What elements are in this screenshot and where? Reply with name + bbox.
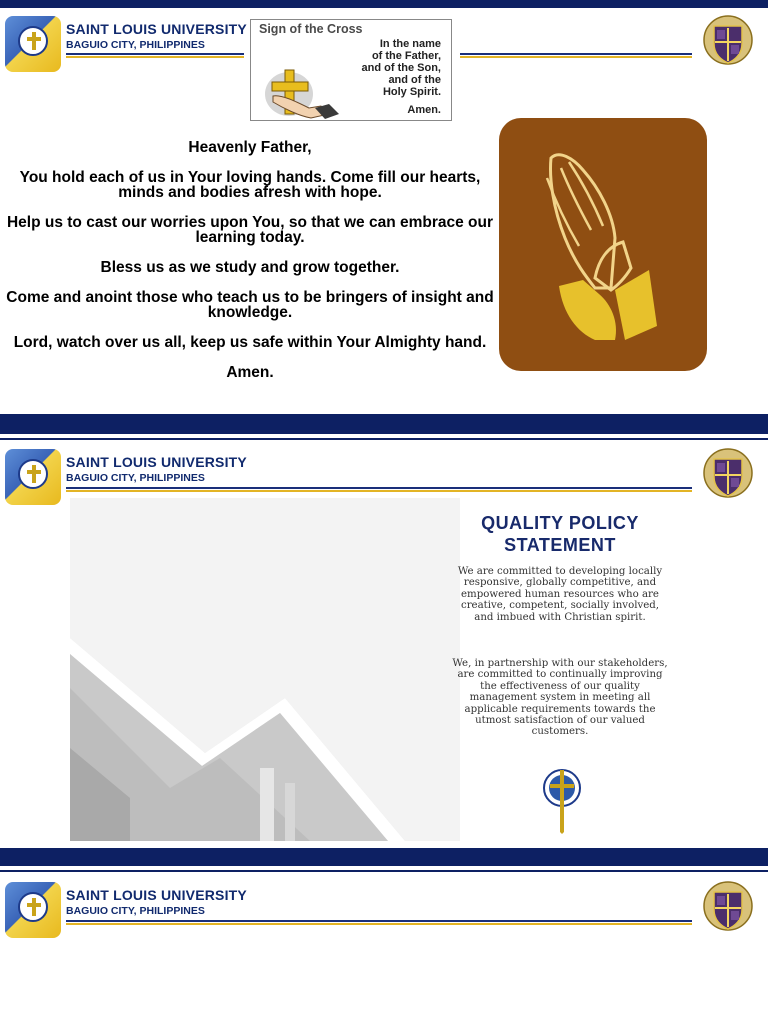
cross-line: Holy Spirit. <box>382 86 441 98</box>
university-crest-icon <box>702 445 754 501</box>
prayer-line: Bless us as we study and grow together. <box>100 259 400 276</box>
header-rule-gold <box>66 490 692 492</box>
morning-prayer <box>0 140 500 395</box>
prayer-line: Amen. <box>226 364 274 381</box>
header-rule <box>460 53 692 55</box>
slide-divider-band <box>0 848 768 866</box>
slu-logo <box>5 882 61 938</box>
university-city: BAGUIO CITY, PHILIPPINES <box>66 472 205 484</box>
title-line: QUALITY POLICY <box>481 513 639 533</box>
header-rule-gold <box>66 56 244 58</box>
quality-policy-paragraph-2: We, in partnership with our stakeholders, are committed to continually improving the effectiveness of our quality management system in meeting all applicable requirements towards the utmost satisfaction of our valued customers. <box>452 658 668 738</box>
header-rule-gold <box>460 56 692 58</box>
sign-of-cross-card <box>250 19 452 121</box>
prayer-line: You hold each of us in Your loving hands. Come fill our hearts, minds and bodies afresh with hope. <box>19 169 481 201</box>
quality-policy-title <box>440 512 680 556</box>
slu-logo <box>5 16 61 72</box>
top-band <box>0 0 768 8</box>
cross-line: and of the <box>388 74 441 86</box>
slide-divider-line <box>0 438 768 440</box>
header-rule <box>66 53 244 55</box>
cross-line: In the name <box>379 38 441 50</box>
header-rule <box>66 487 692 489</box>
slu-logo <box>5 449 61 505</box>
slide-divider-band <box>0 414 768 434</box>
university-name: SAINT LOUIS UNIVERSITY <box>66 887 247 903</box>
praying-hands-tile <box>499 118 707 371</box>
university-city: BAGUIO CITY, PHILIPPINES <box>66 39 205 51</box>
header-rule <box>66 920 692 922</box>
prayer-line: Help us to cast our worries upon You, so that we can embrace our learning today. <box>6 214 494 246</box>
university-name: SAINT LOUIS UNIVERSITY <box>66 21 247 37</box>
building-photo <box>70 498 460 841</box>
university-city: BAGUIO CITY, PHILIPPINES <box>66 905 205 917</box>
university-crest-icon <box>702 878 754 934</box>
cross-line: of the Father, <box>371 50 441 62</box>
university-seal-icon <box>541 768 583 834</box>
university-crest-icon <box>702 12 754 68</box>
prayer-line: Lord, watch over us all, keep us safe within Your Almighty hand. <box>13 334 487 351</box>
university-name: SAINT LOUIS UNIVERSITY <box>66 454 247 470</box>
sign-of-cross-title: Sign of the Cross <box>259 22 363 36</box>
cross-line: Amen. <box>407 104 441 116</box>
prayer-line: Come and anoint those who teach us to be bringers of insight and knowledge. <box>6 289 494 321</box>
cross-hands-icon <box>259 64 343 120</box>
header-rule-gold <box>66 923 692 925</box>
cross-line: and of the Son, <box>361 62 441 74</box>
praying-hands-icon <box>499 118 707 371</box>
slide-divider-line <box>0 870 768 872</box>
prayer-line: Heavenly Father, <box>188 139 312 156</box>
quality-policy-paragraph-1: We are committed to developing locally responsive, globally competitive, and empowered human resources who are creative, competent, socially involved, and imbued with Christian spirit. <box>457 566 663 623</box>
title-line: STATEMENT <box>504 535 616 555</box>
